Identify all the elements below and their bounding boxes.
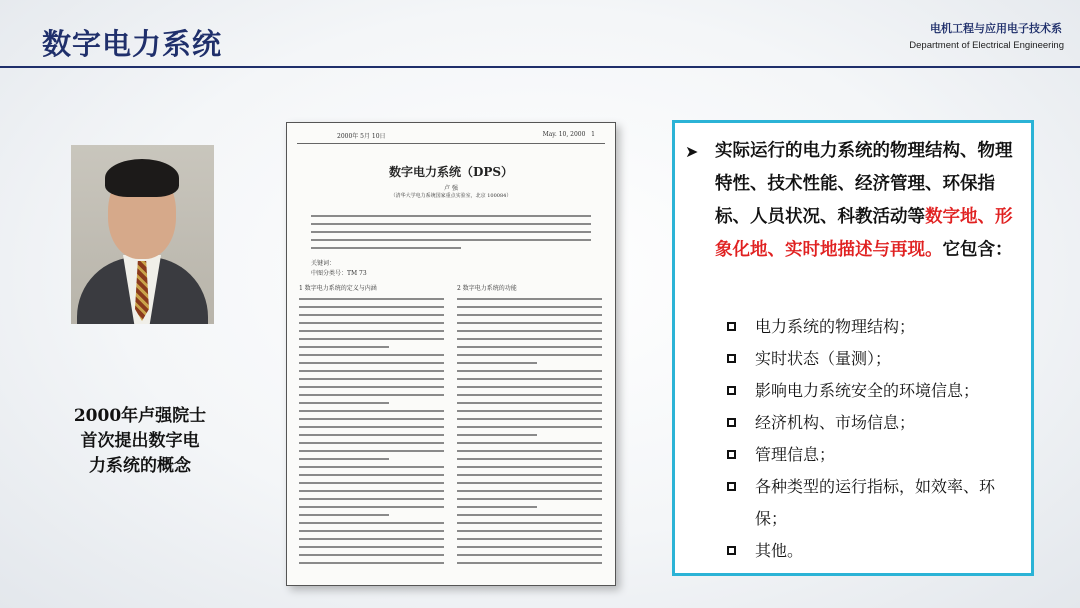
paper-text-line	[299, 562, 444, 564]
paper-text-line	[457, 562, 602, 564]
paper-text-line	[457, 546, 602, 548]
paper-text-line	[299, 474, 444, 476]
paper-text-line	[457, 530, 602, 532]
paper-text-line	[299, 346, 389, 348]
paper-header	[297, 129, 605, 144]
paper-text-line	[299, 362, 444, 364]
paper-text-line	[457, 410, 602, 412]
paper-text-line	[311, 239, 591, 241]
paper-text-line	[457, 482, 602, 484]
paper-text-line	[311, 247, 461, 249]
paper-text-line	[299, 450, 444, 452]
paper-keywords-label: 关键词：	[311, 260, 336, 267]
paper-text-line	[299, 330, 444, 332]
paper-text-line	[457, 378, 602, 380]
paper-date-en: May. 10, 2000 1	[542, 131, 595, 138]
list-item: 实时状态（量测）；	[725, 343, 1025, 375]
list-item: 电力系统的物理结构；	[725, 311, 1025, 343]
paper-text-line	[457, 466, 602, 468]
paper-text-line	[457, 418, 602, 420]
department-cn: 电机工程与应用电子技术系	[930, 22, 1062, 35]
paper-text-line	[457, 514, 602, 516]
list-item: 管理信息；	[725, 439, 1025, 471]
square-outline-icon	[727, 450, 736, 459]
paper-text-line	[299, 410, 444, 412]
square-outline-icon	[727, 546, 736, 555]
paper-text-line	[299, 514, 389, 516]
paper-text-line	[311, 215, 591, 217]
paper-scan	[286, 122, 616, 586]
paper-text-line	[457, 346, 602, 348]
list-item: 各种类型的运行指标，如效率、环保；	[725, 471, 1025, 535]
square-outline-icon	[727, 386, 736, 395]
paper-text-line	[299, 298, 444, 300]
square-outline-icon	[727, 354, 736, 363]
paper-section-1: 1 数字电力系统的定义与内涵	[299, 285, 377, 292]
paper-text-line	[457, 362, 537, 364]
paper-text-line	[299, 466, 444, 468]
paper-text-line	[299, 554, 444, 556]
paper-text-line	[299, 442, 444, 444]
header-divider	[0, 66, 1080, 68]
paper-text-line	[457, 370, 602, 372]
paper-text-line	[457, 474, 602, 476]
paper-text-line	[299, 522, 444, 524]
list-item: 影响电力系统安全的环境信息；	[725, 375, 1025, 407]
paper-text-line	[457, 450, 602, 452]
lead-paragraph	[683, 135, 1023, 267]
paper-text-line	[299, 314, 444, 316]
paper-text-line	[299, 458, 389, 460]
square-outline-icon	[727, 322, 736, 331]
paper-section-2: 2 数字电力系统的功能	[457, 285, 517, 292]
page-title: 数字电力系统	[42, 27, 223, 61]
paper-text-line	[299, 538, 444, 540]
portrait-caption	[40, 404, 240, 479]
paper-text-line	[299, 322, 444, 324]
paper-text-line	[457, 298, 602, 300]
department-en: Department of Electrical Engineering	[909, 40, 1064, 51]
paper-text-line	[299, 490, 444, 492]
paper-text-line	[457, 506, 537, 508]
list-item: 其他。	[725, 535, 1025, 567]
caption-line: 2000年卢强院士	[73, 406, 207, 426]
paper-text-line	[457, 522, 602, 524]
item-list	[725, 311, 1025, 567]
paper-text-line	[299, 506, 444, 508]
lead-text: 实际运行的电力系统的物理结构、物理特性、技术性能、经济管理、环保指标、人员状况、科教活动等	[715, 141, 1013, 227]
caption-line: 力系统的概念	[89, 456, 191, 476]
paper-text-line	[299, 386, 444, 388]
paper-text-line	[299, 378, 444, 380]
paper-text-line	[299, 546, 444, 548]
paper-text-line	[457, 322, 602, 324]
paper-text-line	[457, 306, 602, 308]
paper-date-cn: 2000年 5月 10日	[337, 133, 386, 140]
paper-class-label: 中图分类号：TM 73	[311, 270, 367, 277]
paper-text-line	[457, 330, 602, 332]
list-item: 经济机构、市场信息；	[725, 407, 1025, 439]
paper-text-line	[457, 394, 602, 396]
paper-text-line	[299, 354, 444, 356]
paper-title: 数字电力系统（DPS）	[388, 165, 514, 179]
paper-text-line	[311, 223, 591, 225]
paper-author: 卢 强	[444, 185, 458, 192]
caption-line: 首次提出数字电	[80, 431, 200, 451]
paper-text-line	[457, 490, 602, 492]
paper-text-line	[457, 554, 602, 556]
paper-text-line	[457, 426, 602, 428]
paper-text-line	[457, 458, 602, 460]
paper-text-line	[299, 306, 444, 308]
square-outline-icon	[727, 482, 736, 491]
content-panel	[672, 120, 1034, 576]
paper-text-line	[457, 434, 537, 436]
paper-text-line	[299, 402, 389, 404]
paper-text-line	[299, 394, 444, 396]
paper-text-line	[299, 338, 444, 340]
paper-text-line	[299, 418, 444, 420]
lead-highlight: 数字地、形象化地、实时地描述与再现。	[715, 207, 1013, 260]
paper-text-line	[299, 482, 444, 484]
paper-text-line	[457, 442, 602, 444]
paper-text-line	[299, 434, 444, 436]
paper-text-line	[457, 354, 602, 356]
paper-text-line	[457, 402, 602, 404]
paper-text-line	[457, 386, 602, 388]
lead-suffix: 它包含：	[942, 240, 1013, 260]
paper-affiliation: （清华大学电力系统国家重点实验室，北京 100084）	[390, 193, 512, 199]
paper-text-line	[457, 498, 602, 500]
paper-text-line	[311, 231, 591, 233]
square-outline-icon	[727, 418, 736, 427]
portrait-photo	[71, 145, 214, 324]
paper-text-line	[299, 530, 444, 532]
arrow-right-icon: ➤	[685, 142, 699, 161]
paper-text-line	[457, 338, 602, 340]
paper-text-line	[299, 370, 444, 372]
paper-text-line	[299, 498, 444, 500]
paper-text-line	[457, 538, 602, 540]
paper-text-line	[457, 314, 602, 316]
paper-text-line	[299, 426, 444, 428]
